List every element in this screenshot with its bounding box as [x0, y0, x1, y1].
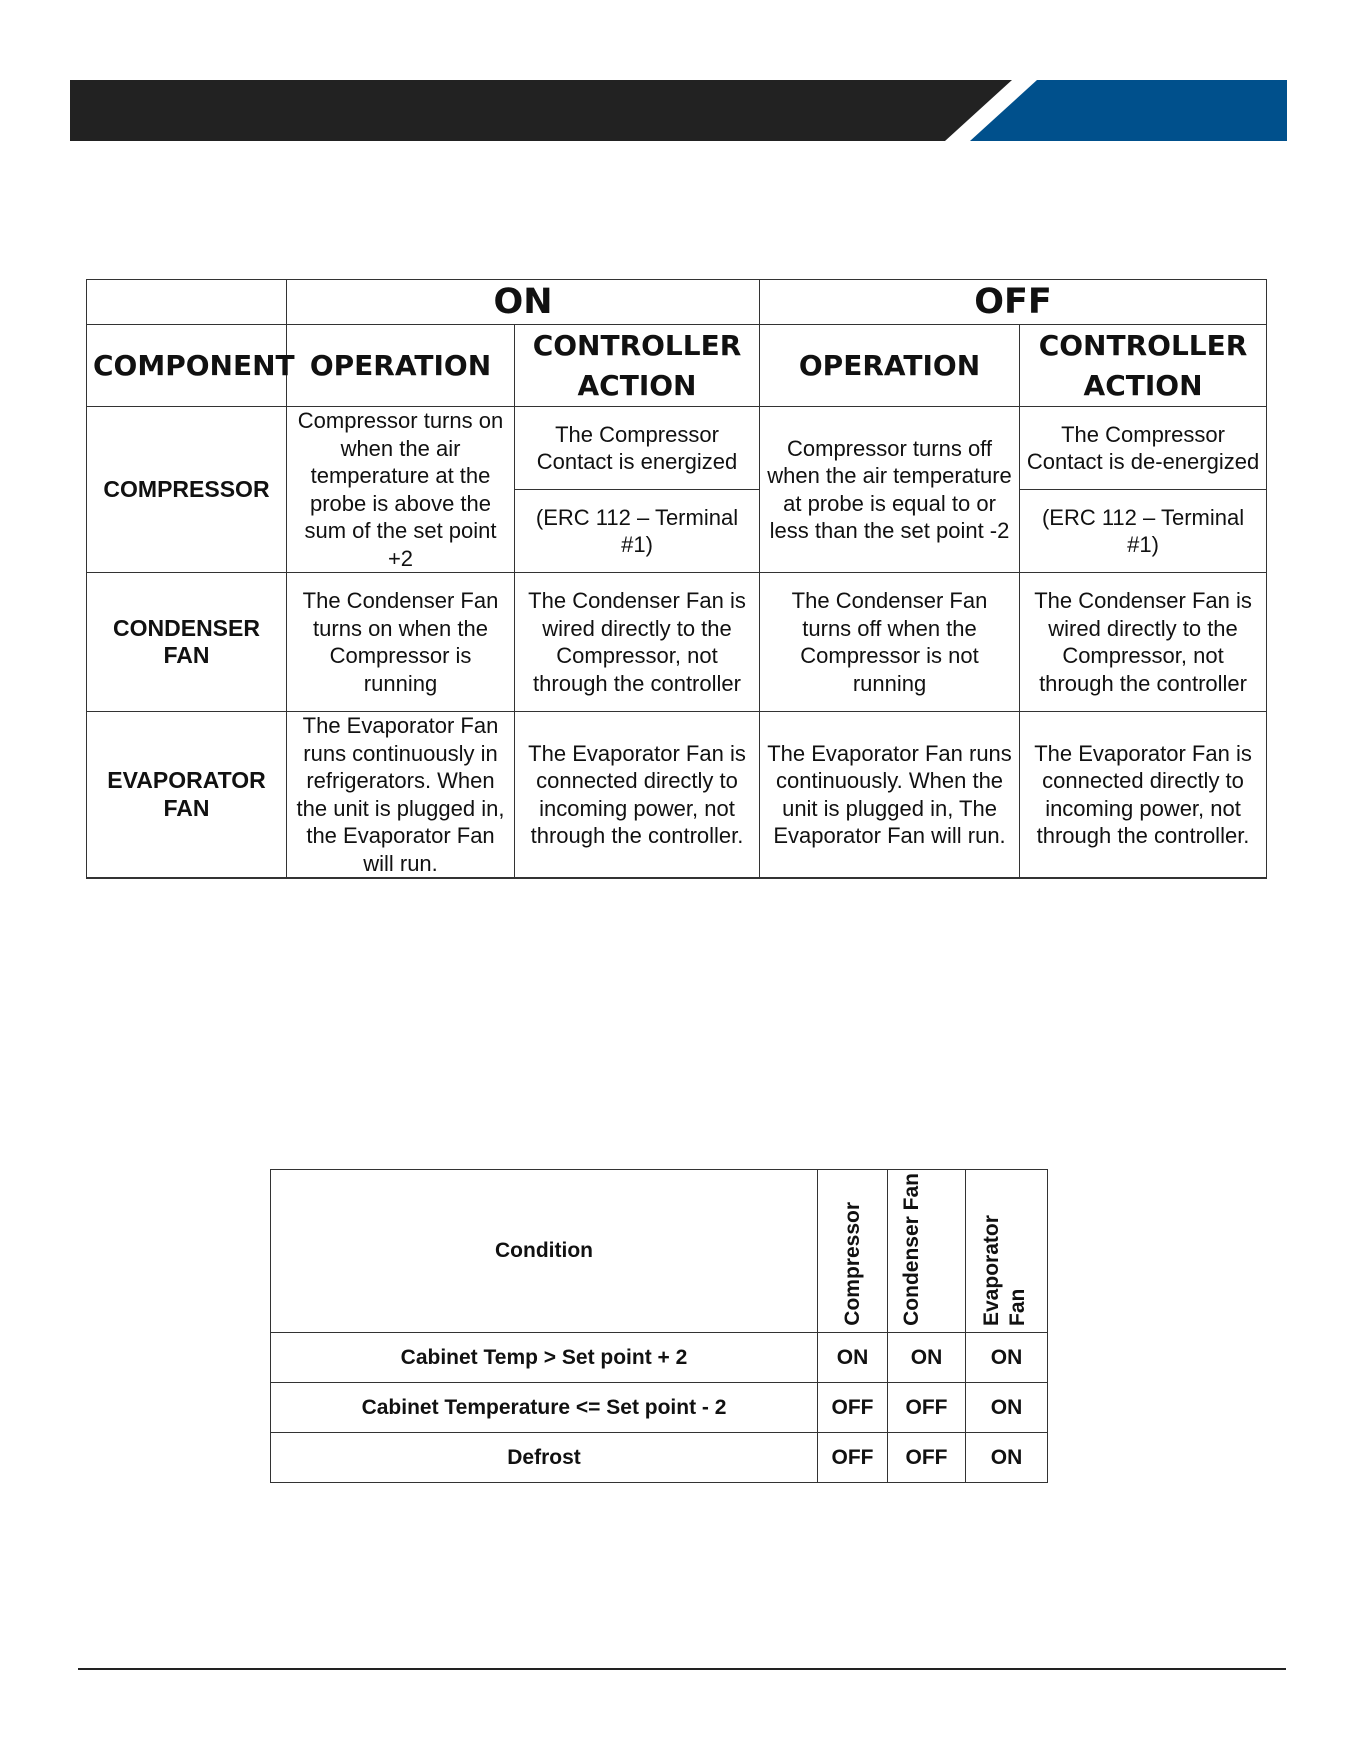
- compressor-off-controller-action: The Compressor Contact is de-energized: [1020, 407, 1267, 490]
- evaporator-fan-on-operation: The Evaporator Fan runs continuously in refrigerators. When the unit is plugged in, the Evaporator Fan will run.: [287, 712, 515, 879]
- banner-accent-bar: [970, 80, 1287, 141]
- off-operation-header: OPERATION: [760, 325, 1020, 407]
- condenser-fan-off-operation: The Condenser Fan turns off when the Compressor is not running: [760, 573, 1020, 712]
- condenser-fan-state: OFF: [888, 1383, 966, 1433]
- evaporator-fan-header-label: Evaporator Fan: [979, 1215, 1029, 1326]
- group-header-row: [87, 280, 1267, 325]
- evaporator-fan-state: ON: [966, 1383, 1048, 1433]
- evaporator-fan-state: ON: [966, 1333, 1048, 1383]
- condenser-fan-header-label: Condenser Fan: [899, 1173, 923, 1326]
- condenser-fan-column-header: [888, 1170, 966, 1333]
- compressor-off-terminal: (ERC 112 – Terminal #1): [1020, 490, 1267, 573]
- condenser-fan-on-controller-action: The Condenser Fan is wired directly to the Compressor, not through the controller: [515, 573, 760, 712]
- table-row: [271, 1383, 1048, 1433]
- blank-header-cell: [87, 280, 287, 325]
- compressor-header-label: Compressor: [840, 1202, 864, 1326]
- compressor-on-controller-action: The Compressor Contact is energized: [515, 407, 760, 490]
- evaporator-fan-off-controller-action: The Evaporator Fan is connected directly to incoming power, not through the controller.: [1020, 712, 1267, 879]
- compressor-on-operation: Compressor turns on when the air temperature at the probe is above the sum of the set point +2: [287, 407, 515, 573]
- condition-header-row: [271, 1170, 1048, 1333]
- off-controller-action-header: CONTROLLER ACTION: [1020, 325, 1267, 407]
- compressor-state: ON: [818, 1333, 888, 1383]
- condition-status-table: [270, 1169, 1048, 1483]
- compressor-column-header: [818, 1170, 888, 1333]
- table-row-evaporator-fan: [87, 712, 1267, 879]
- condenser-fan-off-controller-action: The Condenser Fan is wired directly to the Compressor, not through the controller: [1020, 573, 1267, 712]
- on-group-header: ON: [287, 280, 760, 325]
- component-condenser-fan: CONDENSER FAN: [87, 573, 287, 712]
- compressor-off-operation: Compressor turns off when the air temperature at probe is equal to or less than the set point -2: [760, 407, 1020, 573]
- header-banner: [70, 80, 1287, 141]
- column-header-row: [87, 325, 1267, 407]
- on-controller-action-header: CONTROLLER ACTION: [515, 325, 760, 407]
- component-operation-table: [86, 279, 1267, 879]
- condition-cell: Defrost: [271, 1433, 818, 1483]
- on-operation-header: OPERATION: [287, 325, 515, 407]
- component-compressor: COMPRESSOR: [87, 407, 287, 573]
- evaporator-fan-column-header: [966, 1170, 1048, 1333]
- condition-cell: Cabinet Temp > Set point + 2: [271, 1333, 818, 1383]
- banner-dark-bar: [70, 80, 1012, 141]
- compressor-state: OFF: [818, 1383, 888, 1433]
- evaporator-fan-off-operation: The Evaporator Fan runs continuously. When the unit is plugged in, The Evaporator Fan will run.: [760, 712, 1020, 879]
- component-evaporator-fan: EVAPORATOR FAN: [87, 712, 287, 879]
- condition-header: Condition: [271, 1170, 818, 1333]
- off-group-header: OFF: [760, 280, 1267, 325]
- compressor-state: OFF: [818, 1433, 888, 1483]
- component-header: COMPONENT: [87, 325, 287, 407]
- condenser-fan-on-operation: The Condenser Fan turns on when the Compressor is running: [287, 573, 515, 712]
- compressor-on-terminal: (ERC 112 – Terminal #1): [515, 490, 760, 573]
- table-row: [271, 1333, 1048, 1383]
- evaporator-fan-state: ON: [966, 1433, 1048, 1483]
- footer-divider: [78, 1668, 1286, 1670]
- condition-cell: Cabinet Temperature <= Set point - 2: [271, 1383, 818, 1433]
- table-row: [271, 1433, 1048, 1483]
- condenser-fan-state: ON: [888, 1333, 966, 1383]
- table-row-compressor: [87, 407, 1267, 490]
- table-row-condenser-fan: [87, 573, 1267, 712]
- evaporator-fan-on-controller-action: The Evaporator Fan is connected directly to incoming power, not through the controller.: [515, 712, 760, 879]
- condenser-fan-state: OFF: [888, 1433, 966, 1483]
